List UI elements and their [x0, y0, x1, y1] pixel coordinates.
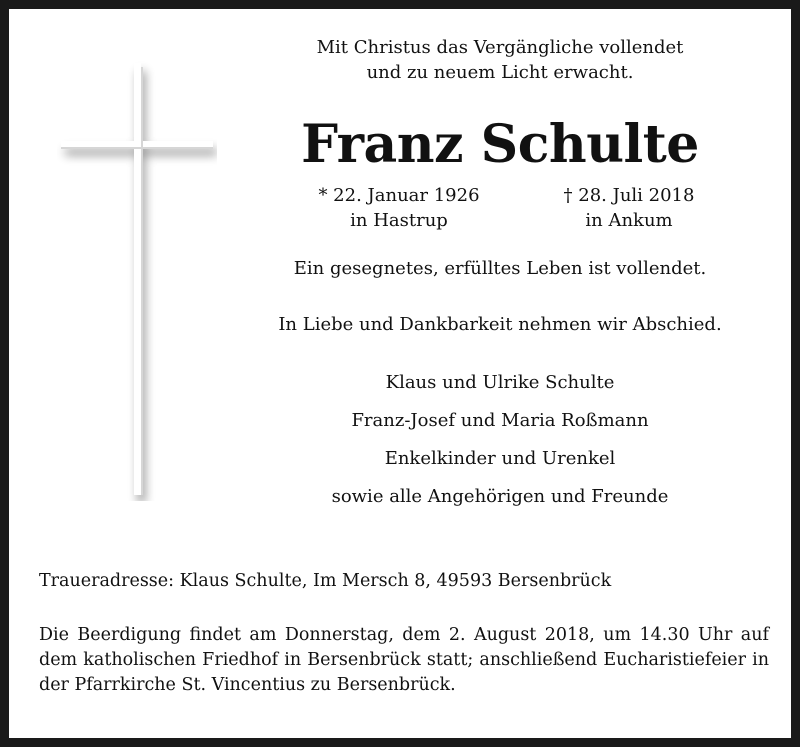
motto: [259, 35, 741, 85]
motto-line-2: und zu neuem Licht erwacht.: [366, 62, 634, 83]
mourner-line: Franz-Josef und Maria Roßmann: [351, 410, 649, 431]
birth-info: [309, 183, 489, 233]
birth-place: in Hastrup: [350, 210, 448, 231]
funeral-notice: [39, 623, 769, 698]
mourners-list: [259, 371, 741, 521]
mourner-line: Klaus und Ulrike Schulte: [385, 372, 615, 393]
death-date: † 28. Juli 2018: [563, 185, 695, 206]
funeral-line: Die Beerdigung findet am Donnerstag, dem 2. August 2018, um 14.30 Uhr auf: [39, 625, 769, 645]
cross-icon: [57, 61, 217, 501]
funeral-line: der Pfarrkirche St. Vincentius zu Bersenbrück.: [39, 675, 456, 695]
death-place: in Ankum: [585, 210, 673, 231]
death-info: [539, 183, 719, 233]
statement-farewell: In Liebe und Dankbarkeit nehmen wir Abschied.: [278, 314, 722, 335]
mourner-line: sowie alle Angehörigen und Freunde: [331, 486, 669, 507]
deceased-name: Franz Schulte: [301, 114, 699, 175]
funeral-line: dem katholischen Friedhof in Bersenbrück statt; anschließend Eucharistiefeier in: [39, 650, 769, 670]
mourning-address: Traueradresse: Klaus Schulte, Im Mersch 8, 49593 Bersenbrück: [39, 571, 612, 591]
mourner-line: Enkelkinder und Urenkel: [384, 448, 616, 469]
birth-date: * 22. Januar 1926: [318, 185, 480, 206]
statement-life: Ein gesegnetes, erfülltes Leben ist vollendet.: [293, 258, 707, 279]
obituary-card: [9, 9, 791, 738]
motto-line-1: Mit Christus das Vergängliche vollendet: [316, 37, 684, 58]
